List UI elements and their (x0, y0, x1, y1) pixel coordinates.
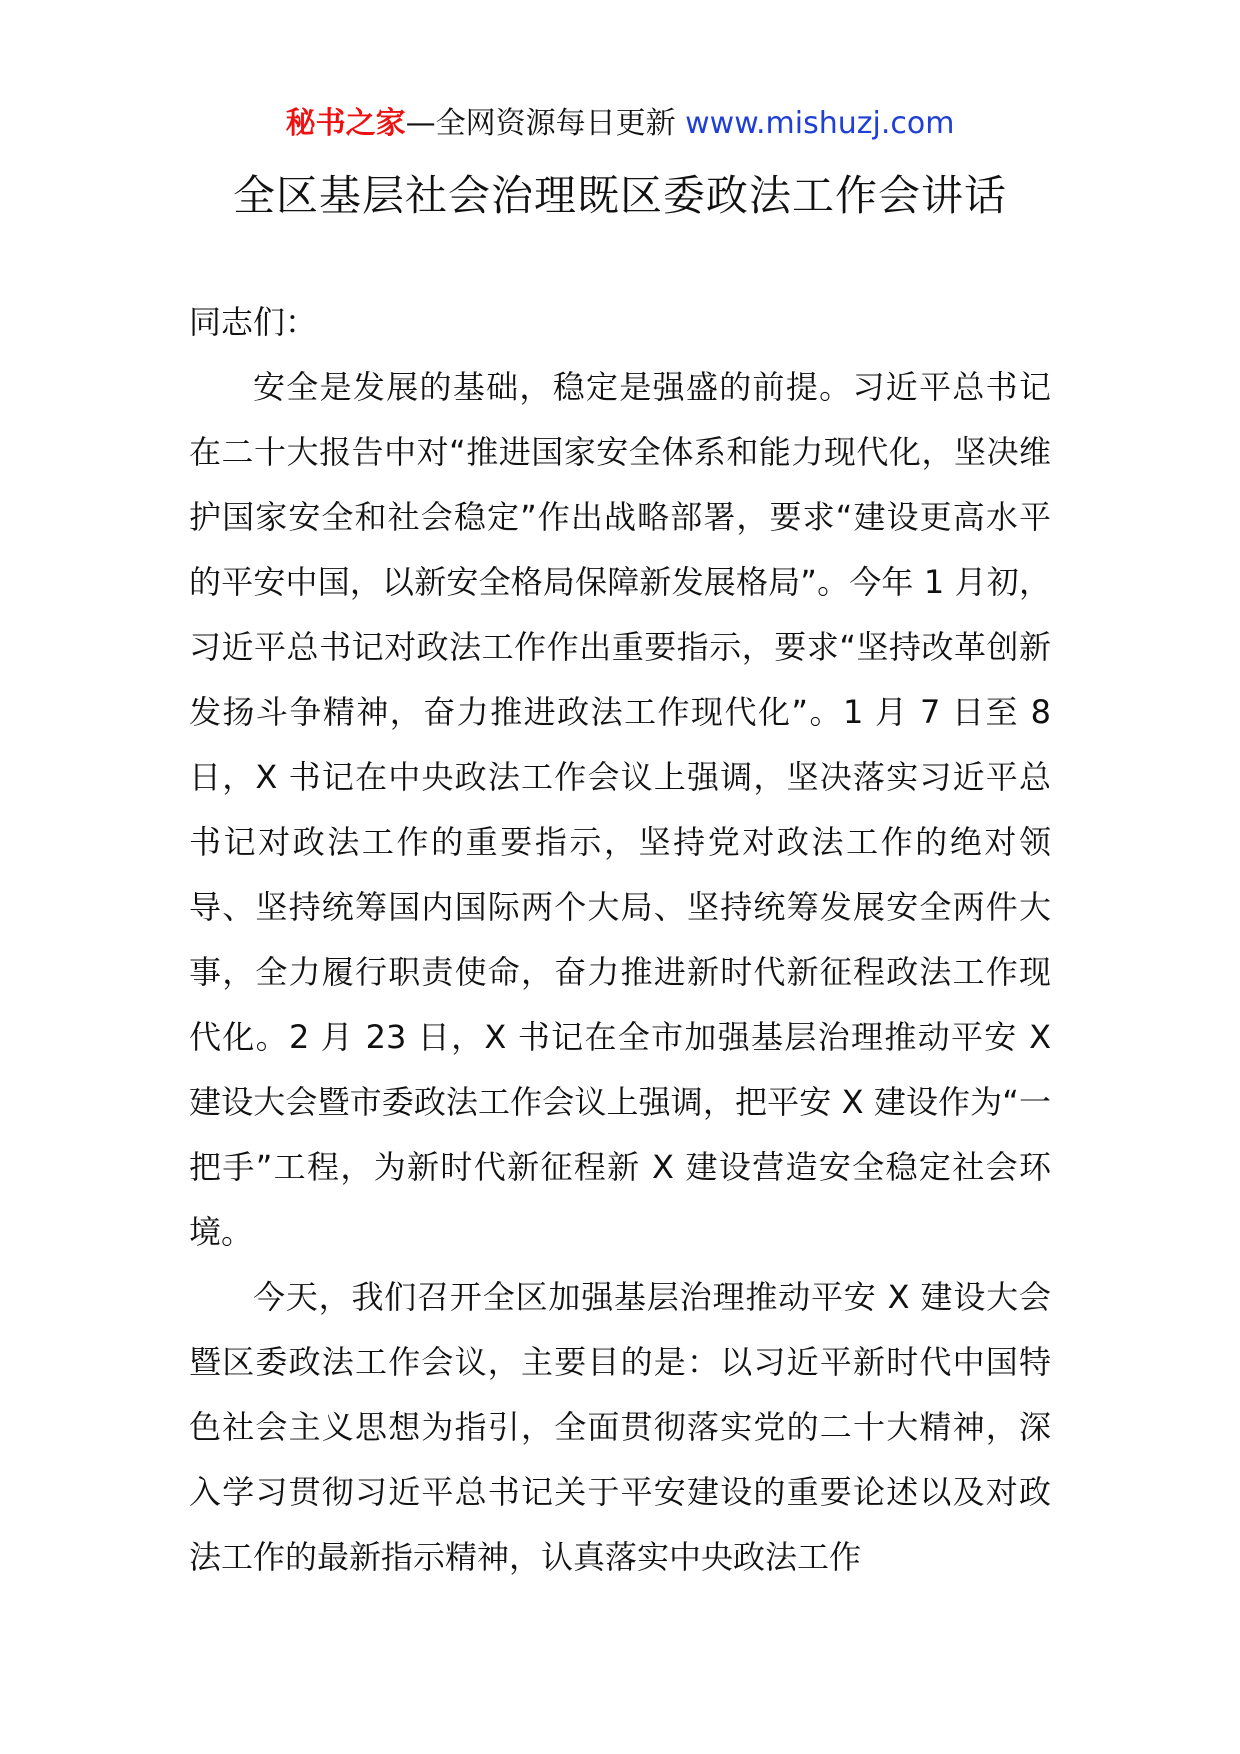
site-header (0, 102, 1240, 146)
paragraph-1: 安全是发展的基础，稳定是强盛的前提。习近平总书记在二十大报告中对“推进国家安全体系和能力现代化，坚决维护国家安全和社会稳定”作出战略部署，要求“建设更高水平的平安中国，以新安全格局保障新发展格局”。今年 1 月初，习近平总书记对政法工作作出重要指示，要求“坚持改革创新发扬斗争精神，奋力推进政法工作现代化”。1 月 7 日至 8 日，X 书记在中央政法工作会议上强调，坚决落实习近平总书记对政法工作的重要指示，坚持党对政法工作的绝对领导、坚持统筹国内国际两个大局、坚持统筹发展安全两件大事，全力履行职责使命，奋力推进新时代新征程政法工作现代化。2 月 23 日，X 书记在全市加强基层治理推动平安 X 建设大会暨市委政法工作会议上强调，把平安 X 建设作为“一把手”工程，为新时代新征程新 X 建设营造安全稳定社会环境。 (189, 368, 1051, 1251)
document-title: 全区基层社会治理既区委政法工作会讲话 (232, 171, 1007, 220)
salutation: 同志们： (189, 303, 318, 341)
brand-name: 秘书之家 (285, 106, 406, 141)
paragraph-2: 今天，我们召开全区加强基层治理推动平安 X 建设大会暨区委政法工作会议，主要目的是：以习近平新时代中国特色社会主义思想为指引，全面贯彻落实党的二十大精神，深入学习贯彻习近平总书记关于平安建设的重要论述以及对政法工作的最新指示精神，认真落实中央政法工作 (189, 1278, 1051, 1576)
site-url-link[interactable]: www.mishuzj.com (685, 106, 955, 141)
document-body (189, 290, 1051, 1590)
header-tagline: —全网资源每日更新 (405, 106, 676, 141)
